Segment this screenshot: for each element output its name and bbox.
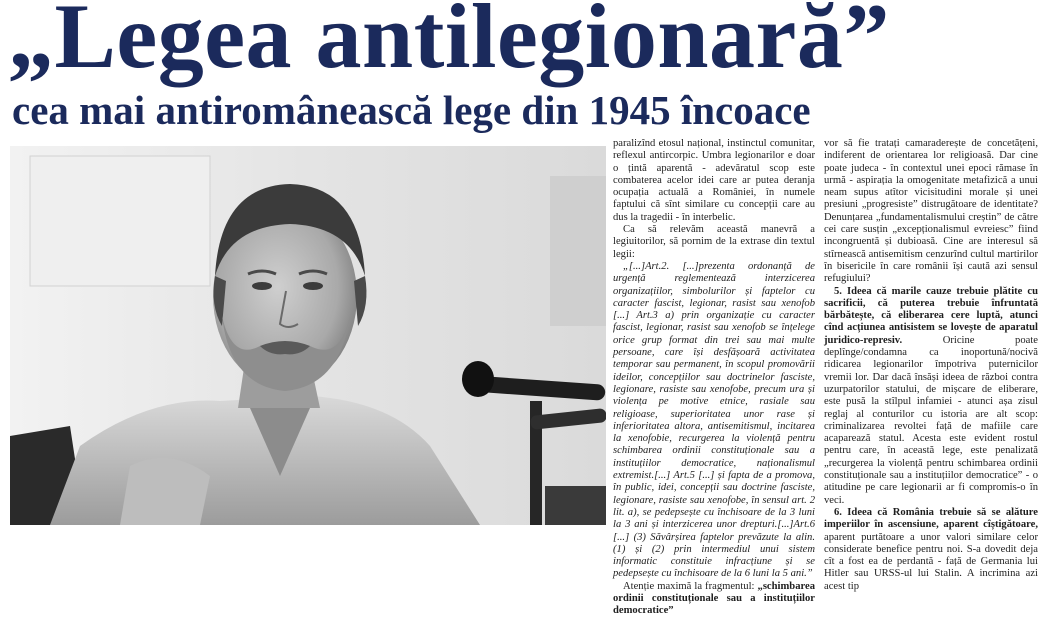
headline: „Legea antilegionară” [8, 0, 890, 87]
point-body: Oricine poate deplînge/condamna ca inoportună/nocivă ridicarea legionarilor împotriva puternicilor vremii lor. Dar dacă însăși ideea de război contra uzurpatorilor statului, de mișcare de eliberare, este pusă la stîlpul infamiei - atunci așa zisul reglaj al conturilor cu istoria are alt scop: criminalizarea revoltei față de mafiile care acaparează statul. Acesta este evident rostul pentru care, în această lege, este penalizată „recurgerea la violență pentru schimbarea ordinii constituționale sau a instituțiilor democratice” - o atitudine pe care legionarii ar fi compromis-o în veci. [824, 334, 1038, 506]
point-body: aparent purtătoare a unor valori similare celor considerate benefice pentru noi. S-a dovedit deja cît a fost ea de perdantă - față de Germania lui Hitler sau URSS-ul lui Stalin. A incrimina azi acest tip [824, 531, 1038, 592]
point-heading: 5. Ideea că marile cauze trebuie plătite cu sacrificii, că puterea trebuie înfruntată bărbătește, că eliberarea cere luptă, atunci cînd acțiunea antisistem se lovește de aparatul juridico-represiv. [824, 285, 1038, 346]
article-photo [10, 146, 606, 525]
body-paragraph: Ca să relevăm această manevră a legiuitorilor, să pornim de la extrase din textul legii: [613, 224, 815, 260]
body-paragraph [613, 581, 815, 618]
body-paragraph: vor să fie tratați camaraderește de concetățeni, indiferent de orientarea lor religioasă. Dar cine poate judeca - în contextul unei epoci rămase în urmă - aspirația la omogenitate metafizică a unui neam supus atîtor vicisitudini morale și unei presiuni „progresiste” distrugătoare de identitate? Denunțarea „fundamentalismului creștin” de către cei care susțin „excepționalismul evreiesc” fiind incongruentă și dubioasă. Cine are interesul să stîrnească antisemitism cenzurînd cultul martirilor în bisericile în care românii își caută azi sensul refugiului? [824, 138, 1038, 285]
subheadline: cea mai antiromânească lege din 1945 încoace [12, 87, 811, 133]
article-column-1 [613, 138, 815, 618]
numbered-paragraph [824, 286, 1038, 507]
law-quote: „[...]Art.2. [...]prezenta ordonanță de urgență reglementează interzicerea organizațiilor, simbolurilor și faptelor cu caracter fascist, legionar, rasist sau xenofob [...] Art.3 a) prin organizație cu caracter fascist, legionar, rasist sau xenofob se înțelege orice grup format din trei sau mai multe persoane, care își desfășoară activitatea temporar sau permanent, în scopul promovării ideilor, concepțiilor sau doctrinelor fasciste, legionare, rasiste sau xenofobe, precum ura și violența pe motive etnice, rasiale sau religioase, superioritatea unor rase și inferioritatea altora, antisemitismul, incitarea la xenofobie, recurgerea la violență pentru schimbarea ordinii constituționale sau a instituțiilor democratice, naționalismul extremist.[...] Art.5 [...] și fapta de a promova, în public, idei, concepții sau doctrine fasciste, legionare, rasiste sau xenofobe, în sensul art. 2 lit. a), se pedepsește cu închisoare de la 3 luni la 3 ani și interzicerea unor drepturi.[...]Art.6 [...] (3) Săvârșirea faptelor prevăzute la alin. (1) și (2) prin intermediul unui sistem informatic constituie infracțiune și se pedepsește cu închisoare de la 6 luni la 5 ani.” [613, 260, 815, 580]
paragraph-lead: Atenție maximă la fragmentul: [623, 580, 758, 592]
photo-portrait-icon [10, 146, 606, 525]
point-heading: 6. Ideea că România trebuie să se alăture imperiilor în ascensiune, aparent cîștigătoare, [824, 506, 1038, 531]
numbered-paragraph [824, 507, 1038, 593]
emphasis-text: „schimbarea ordinii constituționale sau a instituțiilor democratice” [613, 580, 815, 617]
body-paragraph: paralizînd etosul național, instinctul comunitar, reflexul antircorpic. Umbra legionarilor e doar o țintă aparentă - adevăratul scop este combaterea acelor idei care ar putea deranja ocupația actuală a României, în numele faptului că sînt similare cu concepții care au dus la tragedii - în interbelic. [613, 138, 815, 223]
